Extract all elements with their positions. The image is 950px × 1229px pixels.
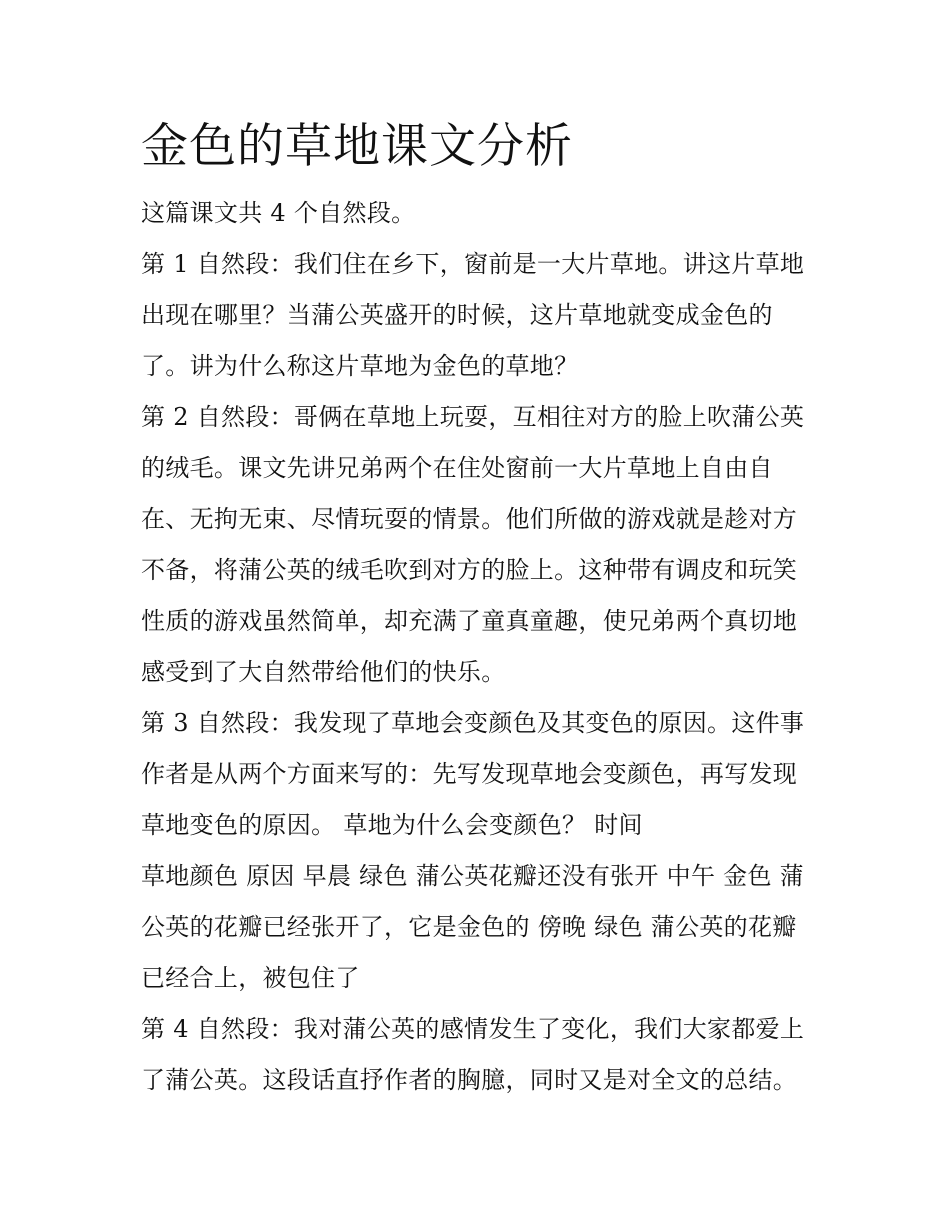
text-line-para1-1: 第 1 自然段：我们住在乡下，窗前是一大片草地。讲这片草地 [141,250,805,278]
text-line-para4-1: 第 4 自然段：我对蒲公英的感情发生了变化，我们大家都爱上 [141,1015,805,1043]
text-line-para3-2: 作者是从两个方面来写的：先写发现草地会变颜色，再写发现 [141,760,798,788]
text-line-para1-2: 出现在哪里？当蒲公英盛开的时候，这片草地就变成金色的 [141,301,773,329]
text-line-para2-4: 不备，将蒲公英的绒毛吹到对方的脸上。这种带有调皮和玩笑 [141,556,798,584]
text-line-para2-3: 在、无拘无束、尽情玩耍的情景。他们所做的游戏就是趁对方 [141,505,798,533]
text-line-intro: 这篇课文共 4 个自然段。 [141,199,416,227]
text-line-table-3: 已经合上，被包住了 [141,964,360,992]
document-title: 金色的草地课文分析 [141,119,573,174]
text-line-table-2: 公英的花瓣已经张开了，它是金色的 傍晚 绿色 蒲公英的花瓣 [141,913,797,941]
text-line-para2-2: 的绒毛。课文先讲兄弟两个在住处窗前一大片草地上自由自 [141,454,773,482]
document-page [141,112,816,1106]
text-line-para3-3: 草地变色的原因。 草地为什么会变颜色？ 时间 [141,811,643,839]
text-line-para2-6: 感受到了大自然带给他们的快乐。 [141,658,506,686]
text-line-para2-5: 性质的游戏虽然简单，却充满了童真童趣，使兄弟两个真切地 [141,607,798,635]
text-line-table-1: 草地颜色 原因 早晨 绿色 蒲公英花瓣还没有张开 中午 金色 蒲 [141,862,805,890]
text-line-para4-2: 了蒲公英。这段话直抒作者的胸臆，同时又是对全文的总结。 [141,1066,798,1094]
text-line-para3-1: 第 3 自然段：我发现了草地会变颜色及其变色的原因。这件事 [141,709,805,737]
text-line-para1-3: 了。讲为什么称这片草地为金色的草地？ [141,352,579,380]
text-line-para2-1: 第 2 自然段：哥俩在草地上玩耍，互相往对方的脸上吹蒲公英 [141,403,805,431]
